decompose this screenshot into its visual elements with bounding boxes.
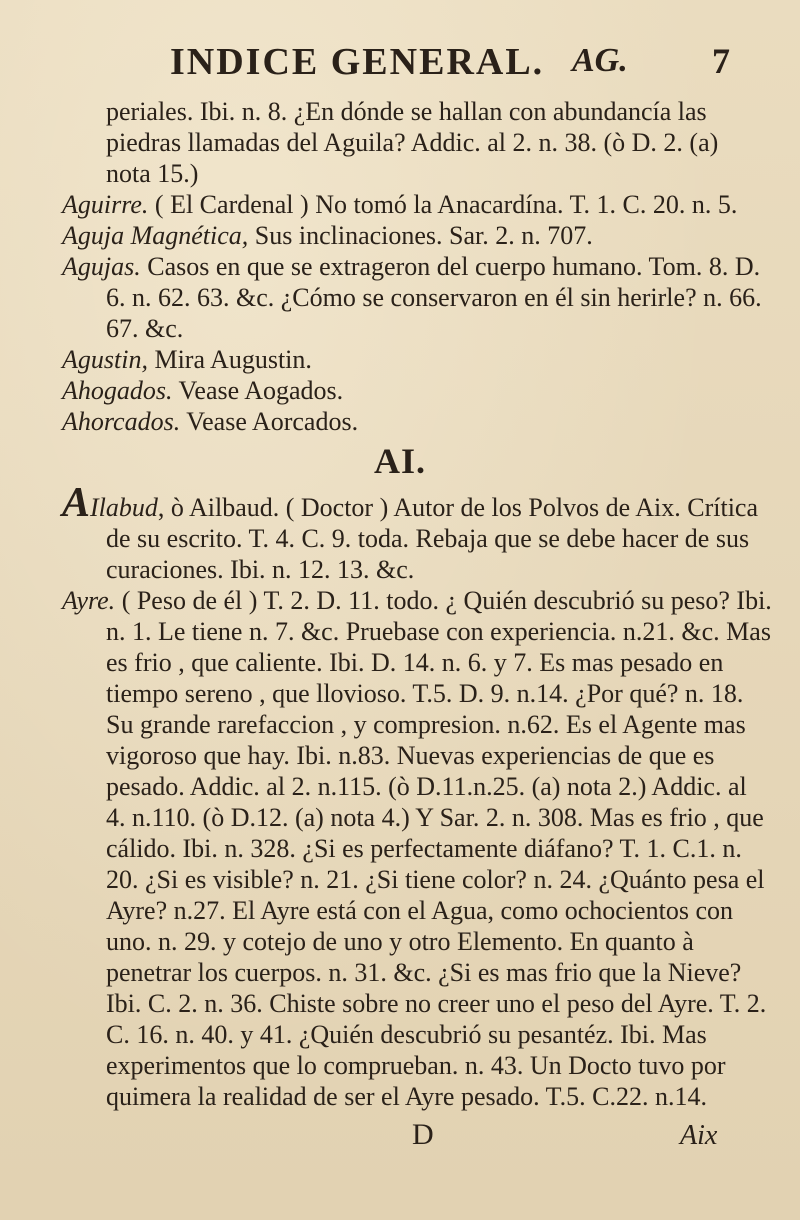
entry-text: ( El Cardenal ) No tomó la Anacardína. T. 1. C. 20. n. 5. (148, 190, 738, 219)
entry-text: periales. Ibi. n. 8. ¿En dónde se hallan con abundancía las piedras llamadas del Aguila? Addic. al 2. n. 38. (ò D. 2. (a) nota 15.) (106, 97, 719, 188)
index-entry (62, 251, 762, 344)
header-section-abbr: AG. (572, 42, 628, 79)
index-entry (62, 406, 762, 437)
entry-text: Vease Aorcados. (180, 407, 359, 436)
index-entry (62, 344, 762, 375)
page-number: 7 (712, 41, 730, 81)
entry-headword: Ilabud (90, 493, 158, 522)
entry-text: , ò Ailbaud. ( Doctor ) Autor de los Polvos de Aix. Crítica de su escrito. T. 4. C. 9. toda. Rebaja que se debe hacer de sus curaciones. Ibi. n. 12. 13. &c. (106, 493, 759, 584)
section-heading: AI. (373, 441, 426, 481)
entry-headword: Ahogados. (62, 376, 173, 405)
index-entries-ag (62, 96, 762, 437)
entry-text: Vease Aogados. (172, 376, 344, 405)
index-entry (62, 220, 762, 251)
header-title: INDICE GENERAL. (170, 41, 545, 83)
drop-cap: A (62, 480, 91, 526)
index-entries-ai (62, 480, 772, 1112)
entry-headword: Ahorcados. (62, 407, 181, 436)
index-entry (62, 585, 772, 1112)
signature-mark: D (412, 1118, 434, 1151)
entry-text: Sus inclinaciones. Sar. 2. n. 707. (248, 221, 593, 250)
page-footer (0, 1118, 800, 1158)
entry-text: ( Peso de él ) T. 2. D. 11. todo. ¿ Quién descubrió su peso? Ibi. n. 1. Le tiene n. 7. &c. Pruebase con experiencia. n.21. &c. Mas es frio , que caliente. Ibi. D. 14. n. 6. y 7. Es mas pesado en tiempo sereno , que llovioso. T.5. D. 9. n.14. ¿Por qué? n. 18. Su grande rarefaccion , y compresion. n.62. Es el Agente mas vigoroso que hay. Ibi. n.83. Nuevas experiencias de que es pesado. Addic. al 2. n.115. (ò D.11.n.25. (a) nota 2.) Addic. al 4. n.110. (ò D.12. (a) nota 4.) Y Sar. 2. n. 308. Mas es frio , que cálido. Ibi. n. 328. ¿Si es perfectamente diáfano? T. 1. C.1. n. 20. ¿Si es visible? n. 21. ¿Si tiene color? n. 24. ¿Quánto pesa el Ayre? n.27. El Ayre está con el Agua, como ochocientos con uno. n. 29. y cotejo de uno y otro Elemento. En quanto à penetrar los cuerpos. n. 31. &c. ¿Si es mas frio que la Nieve? Ibi. C. 2. n. 36. Chiste sobre no creer uno el peso del Ayre. T. 2. C. 16. n. 40. y 41. ¿Quién descubrió su pesantéz. Ibi. Mas experimentos que lo comprueban. n. 43. Un Docto tuvo por quimera la realidad de ser el Ayre pesado. T.5. C.22. n.14. (106, 586, 772, 1111)
entry-headword: Aguja Magnética, (62, 221, 249, 250)
entry-headword: Aguirre. (62, 190, 149, 219)
entry-text: Mira Augustin. (147, 345, 312, 374)
entry-headword: Ayre. (62, 586, 116, 615)
running-header (0, 40, 800, 88)
index-entry (62, 480, 772, 585)
index-entry (62, 96, 762, 189)
entry-text: Casos en que se extrageron del cuerpo humano. Tom. 8. D. 6. n. 62. 63. &c. ¿Cómo se conservaron en él sin herirle? n. 66. 67. &c. (106, 252, 762, 343)
entry-headword: Agujas. (62, 252, 141, 281)
index-entry (62, 375, 762, 406)
entry-headword: Agustin, (62, 345, 148, 374)
index-entry (62, 189, 762, 220)
catchword: Aix (680, 1120, 718, 1151)
